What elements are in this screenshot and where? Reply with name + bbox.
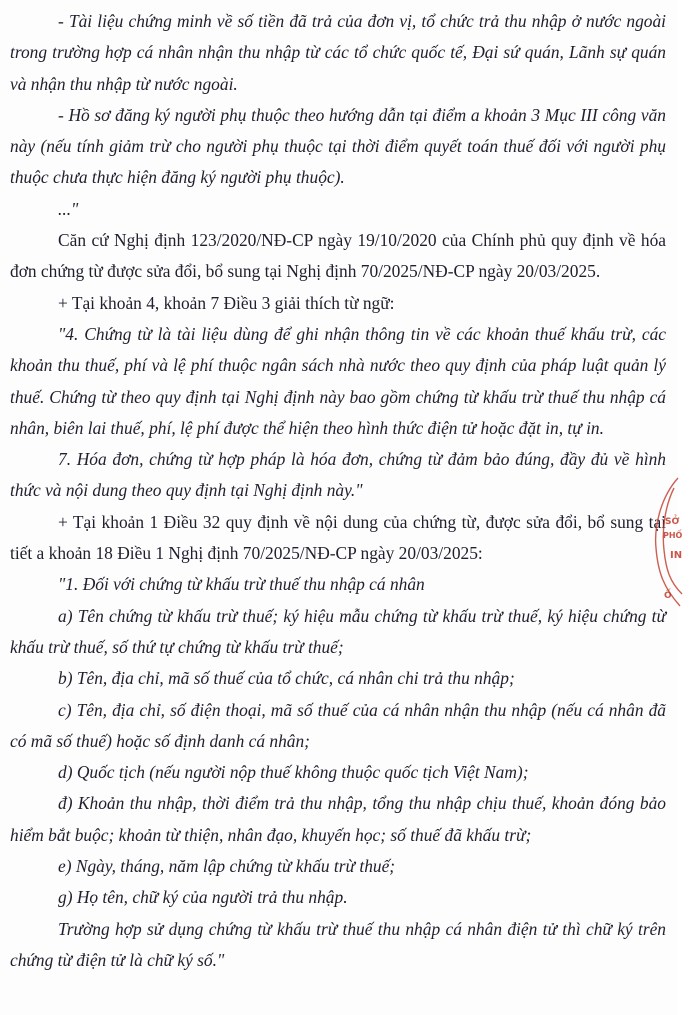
stamp-text-3: IN [670, 550, 683, 561]
paragraph-bullet-payment-proof: - Tài liệu chứng minh về số tiền đã trả của đơn vị, tổ chức trả thu nhập ở nước ngoài trong trường hợp cá nhân nhận thu nhập từ các tổ chức quốc tế, Đại sứ quán, Lãnh sự quán và nhận thu nhập từ nước ngoài. [10, 11, 666, 94]
quote-clause-1-heading: "1. Đối với chứng từ khấu trừ thuế thu nhập cá nhân [58, 574, 425, 595]
paragraph-electronic-signature: Trường hợp sử dụng chứng từ khấu trừ thuế thu nhập cá nhân điện tử thì chữ ký trên chứng từ điện tử là chữ ký số." [10, 918, 666, 970]
list-item-a: a) Tên chứng từ khấu trừ thuế; ký hiệu mẫu chứng từ khấu trừ thuế, ký hiệu chứng từ khấu trừ thuế, số thứ tự chứng từ khấu trừ thuế; [10, 605, 666, 657]
list-item-e: e) Ngày, tháng, năm lập chứng từ khấu trừ thuế; [58, 856, 396, 877]
paragraph-bullet-dependent-registration: - Hồ sơ đăng ký người phụ thuộc theo hướng dẫn tại điểm a khoản 3 Mục III công văn này (nếu tính giảm trừ cho người phụ thuộc tại thời điểm quyết toán thuế đối với người phụ thuộc chưa thực hiện đăng ký người phụ thuộc). [10, 104, 666, 188]
stamp-text-4: Ố [664, 591, 672, 601]
paragraph-legal-basis: Căn cứ Nghị định 123/2020/NĐ-CP ngày 19/10/2020 của Chính phủ quy định về hóa đơn chứng từ được sửa đổi, bổ sung tại Nghị định 70/2025/NĐ-CP ngày 20/03/2025. [10, 230, 666, 282]
paragraph-article-3-intro: + Tại khoản 4, khoản 7 Điều 3 giải thích từ ngữ: [58, 292, 395, 313]
official-stamp-fragment [650, 478, 690, 618]
stamp-text-1: SỞ [665, 517, 680, 527]
list-item-b: b) Tên, địa chỉ, mã số thuế của tổ chức, cá nhân chi trả thu nhập; [58, 668, 515, 689]
quote-clause-7: 7. Hóa đơn, chứng từ hợp pháp là hóa đơn, chứng từ đảm bảo đúng, đầy đủ về hình thức và nội dung theo quy định tại Nghị định này." [10, 449, 666, 501]
paragraph-ellipsis: ..." [58, 198, 79, 219]
stamp-seal [650, 478, 690, 618]
quote-clause-4: "4. Chứng từ là tài liệu dùng để ghi nhận thông tin về các khoản thuế khấu trừ, các khoản thu thuế, phí và lệ phí thuộc ngân sách nhà nước theo quy định của pháp luật quản lý thuế. Chứng từ theo quy định tại Nghị định này bao gồm chứng từ khấu trừ thuế thu nhập cá nhân, biên lai thuế, phí, lệ phí được thể hiện theo hình thức điện tử hoặc đặt in, tự in. [10, 323, 666, 438]
list-item-c: c) Tên, địa chỉ, số điện thoại, mã số thuế của cá nhân nhận thu nhập (nếu cá nhân đã có mã số thuế) hoặc số định danh cá nhân; [10, 699, 666, 751]
list-item-g: g) Họ tên, chữ ký của người trả thu nhập. [58, 887, 348, 908]
list-item-dd: đ) Khoản thu nhập, thời điểm trả thu nhập, tổng thu nhập chịu thuế, khoản đóng bảo hiểm bắt buộc; khoản từ thiện, nhân đạo, khuyến học; số thuế đã khấu trừ; [10, 793, 666, 845]
stamp-text-2: PHỐ [663, 531, 683, 540]
document-body [10, 6, 666, 976]
paragraph-article-32-intro: + Tại khoản 1 Điều 32 quy định về nội dung của chứng từ, được sửa đổi, bổ sung tại tiết a khoản 18 Điều 1 Nghị định 70/2025/NĐ-CP ngày 20/03/2025: [10, 511, 666, 564]
list-item-d: d) Quốc tịch (nếu người nộp thuế không thuộc quốc tịch Việt Nam); [58, 762, 529, 783]
